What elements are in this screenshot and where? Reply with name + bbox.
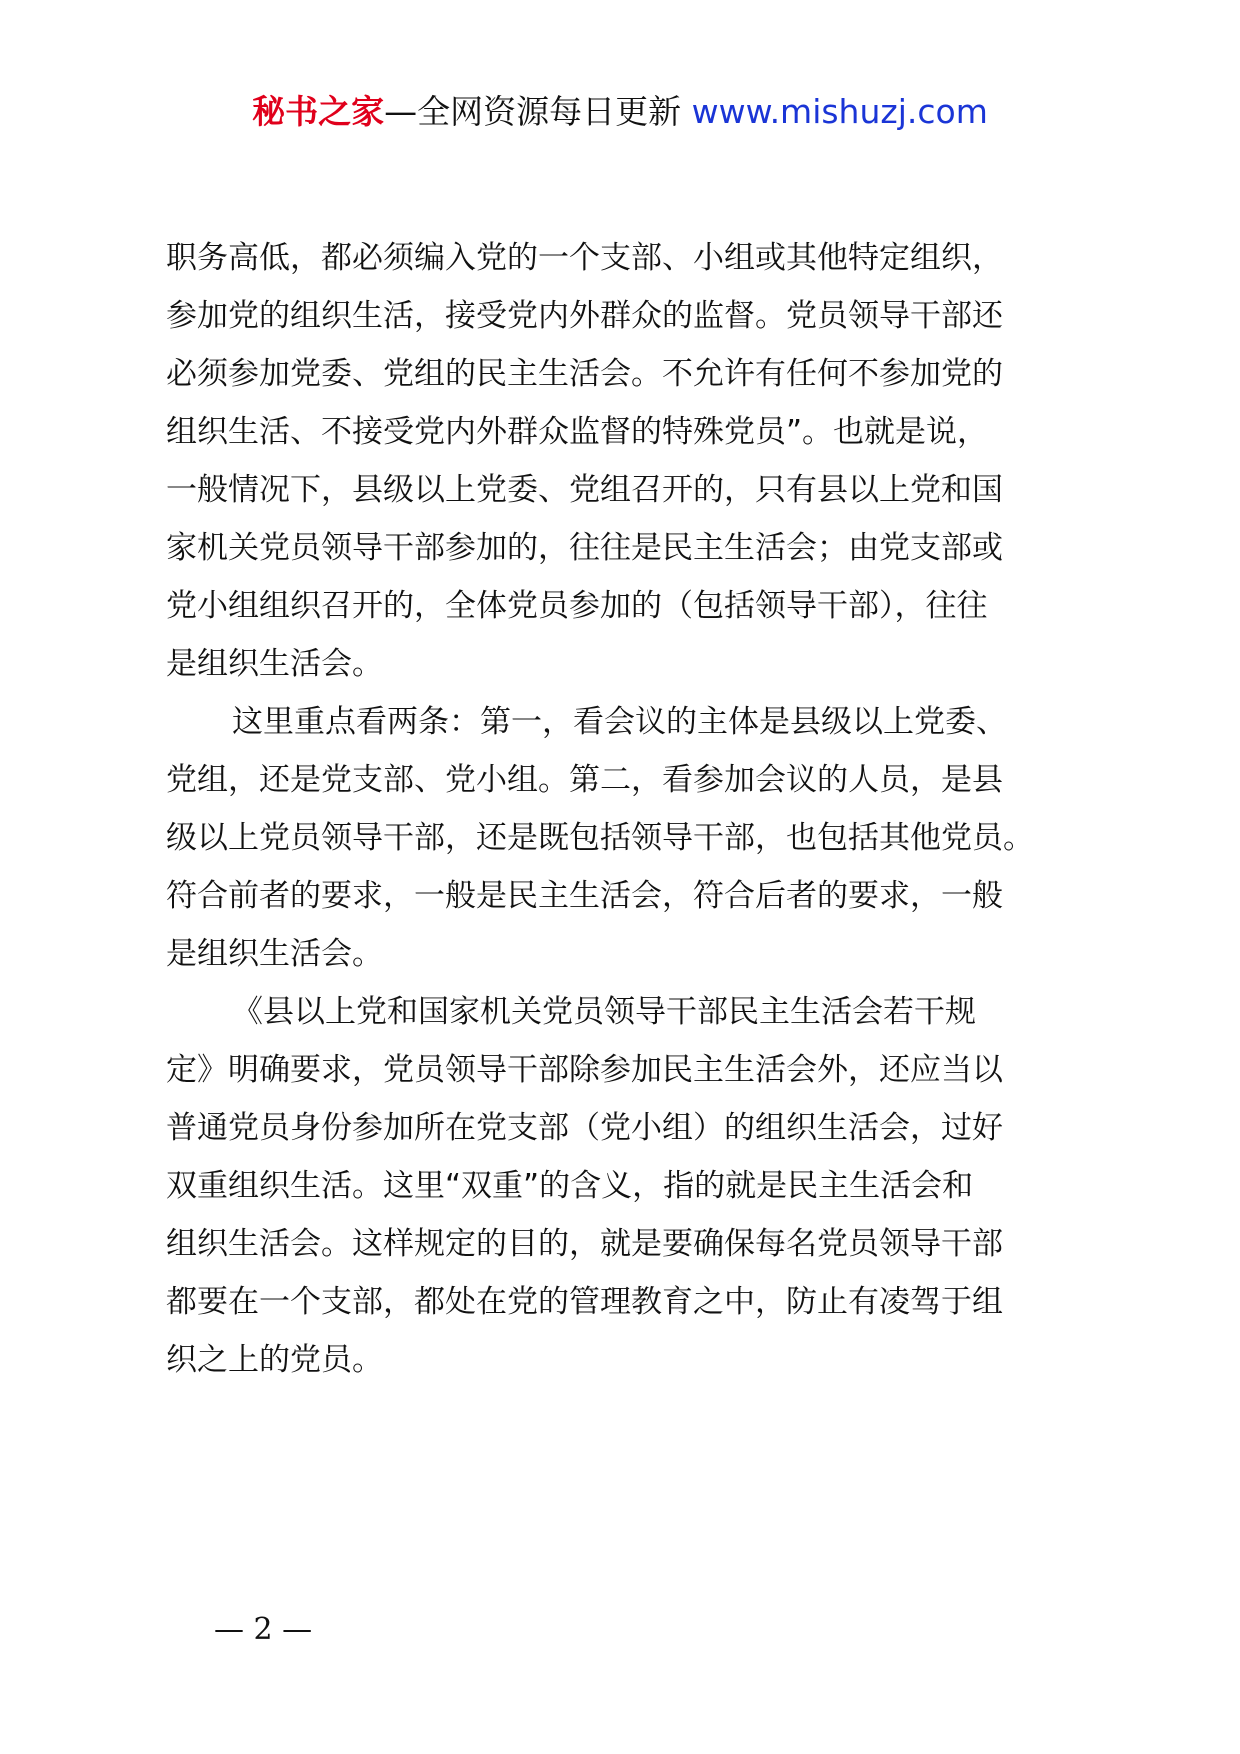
page-number: — 2 —: [214, 1612, 313, 1647]
text-line: 织之上的党员。: [166, 1342, 383, 1378]
text-line: 组织生活会。这样规定的目的，就是要确保每名党员领导干部: [166, 1226, 1003, 1262]
text-line: 双重组织生活。这里“双重”的含义，指的就是民主生活会和: [166, 1168, 974, 1204]
header-url[interactable]: www.mishuzj.com: [691, 92, 988, 131]
text-line: 职务高低，都必须编入党的一个支部、小组或其他特定组织，: [166, 240, 1003, 276]
text-line: 一般情况下，县级以上党委、党组召开的，只有县以上党和国: [166, 472, 1003, 508]
header-slogan: —全网资源每日更新: [384, 92, 692, 131]
text-line: 定》明确要求，党员领导干部除参加民主生活会外，还应当以: [166, 1052, 1003, 1088]
text-line: 家机关党员领导干部参加的，往往是民主生活会；由党支部或: [166, 530, 1003, 566]
text-line: 必须参加党委、党组的民主生活会。不允许有任何不参加党的: [166, 356, 1003, 392]
text-line: 党小组组织召开的，全体党员参加的（包括领导干部），往往: [166, 588, 988, 624]
text-line: 都要在一个支部，都处在党的管理教育之中，防止有凌驾于组: [166, 1284, 1003, 1320]
text-line: 参加党的组织生活，接受党内外群众的监督。党员领导干部还: [166, 298, 1003, 334]
paragraph-first-line: 《县以上党和国家机关党员领导干部民主生活会若干规: [232, 994, 976, 1030]
text-line: 是组织生活会。: [166, 936, 383, 972]
text-line: 普通党员身份参加所在党支部（党小组）的组织生活会，过好: [166, 1110, 1003, 1146]
text-line: 级以上党员领导干部，还是既包括领导干部，也包括其他党员。: [166, 820, 1034, 856]
paragraph-first-line: 这里重点看两条：第一，看会议的主体是县级以上党委、: [232, 704, 1007, 740]
header-brand: 秘书之家: [252, 92, 385, 131]
text-line: 是组织生活会。: [166, 646, 383, 682]
page-header: [0, 92, 1240, 132]
text-line: 组织生活、不接受党内外群众监督的特殊党员”。也就是说，: [166, 414, 989, 450]
text-line: 符合前者的要求，一般是民主生活会，符合后者的要求，一般: [166, 878, 1003, 914]
text-line: 党组，还是党支部、党小组。第二，看参加会议的人员，是县: [166, 762, 1003, 798]
